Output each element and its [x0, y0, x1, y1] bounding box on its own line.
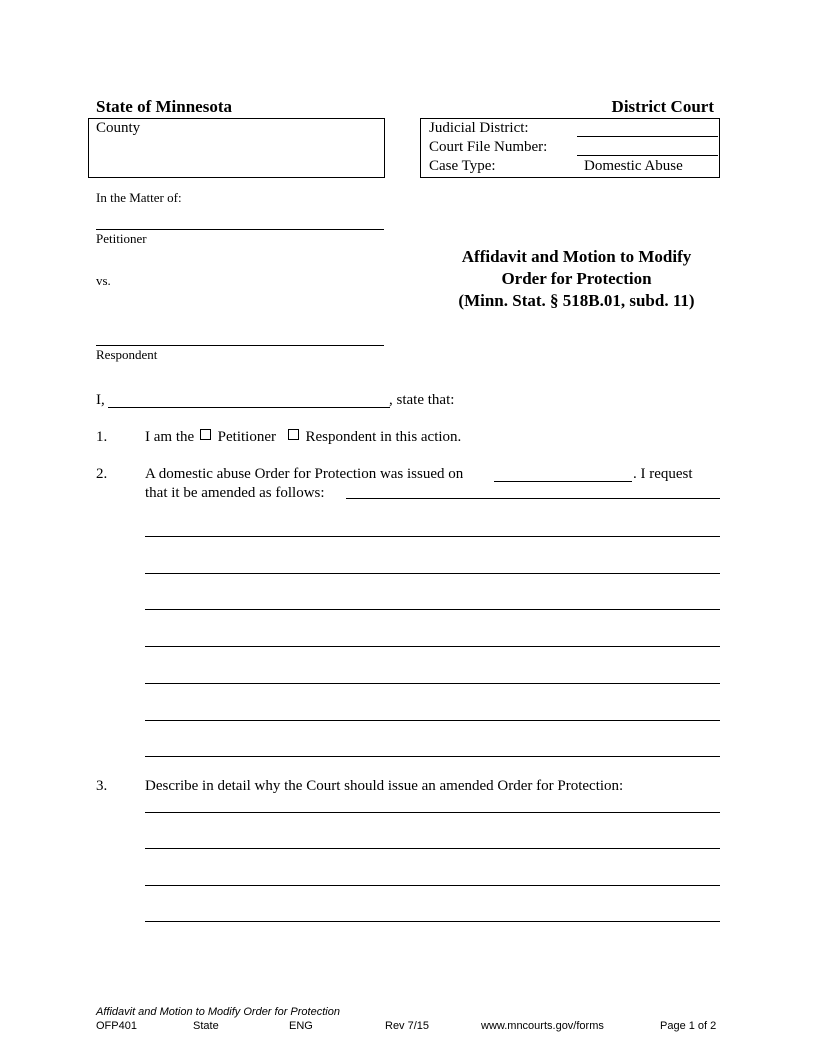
footer-form-id: OFP401 — [96, 1020, 137, 1032]
county-label: County — [96, 120, 141, 136]
amendment-line[interactable] — [145, 756, 720, 757]
amendment-line[interactable] — [145, 646, 720, 647]
footer-website[interactable]: www.mncourts.gov/forms — [481, 1020, 604, 1032]
respondent-label: Respondent — [96, 347, 158, 362]
case-type-label: Case Type: — [429, 158, 496, 174]
judicial-district-label: Judicial District: — [429, 120, 529, 136]
respondent-option-label: Respondent — [305, 429, 377, 445]
amendment-line[interactable] — [145, 683, 720, 684]
footer-title: Affidavit and Motion to Modify Order for Protection — [96, 1006, 340, 1018]
footer-state: State — [193, 1020, 219, 1032]
item2-number: 2. — [96, 466, 108, 482]
intro-prefix: I, — [96, 392, 105, 408]
intro-suffix: , state that: — [389, 392, 455, 408]
item1-prefix: I am the — [145, 429, 195, 445]
amendment-line[interactable] — [145, 573, 720, 574]
form-title — [420, 246, 733, 312]
item3-text: Describe in detail why the Court should issue an amended Order for Protection: — [145, 778, 624, 794]
petitioner-name-line[interactable] — [96, 229, 384, 230]
form-title-line2: Order for Protection — [501, 269, 652, 288]
reason-line[interactable] — [145, 848, 720, 849]
item1-text — [145, 429, 461, 446]
reason-line[interactable] — [145, 812, 720, 813]
respondent-checkbox[interactable] — [288, 429, 299, 440]
vs-label: vs. — [96, 273, 111, 288]
footer-language: ENG — [289, 1020, 313, 1032]
form-title-line1: Affidavit and Motion to Modify — [461, 247, 692, 266]
judicial-district-field[interactable] — [577, 136, 718, 137]
item1-number: 1. — [96, 429, 108, 445]
item2-text-b: . I request — [633, 466, 693, 482]
court-file-number-field[interactable] — [577, 155, 718, 156]
footer-page-number: Page 1 of 2 — [660, 1020, 717, 1032]
amendment-line[interactable] — [145, 536, 720, 537]
case-type-value: Domestic Abuse — [584, 158, 683, 174]
in-matter-of-label: In the Matter of: — [96, 190, 182, 205]
reason-line[interactable] — [145, 921, 720, 922]
affiant-name-line[interactable] — [108, 407, 390, 408]
footer-revision: Rev 7/15 — [385, 1020, 430, 1032]
order-issue-date-line[interactable] — [494, 481, 632, 482]
item2-text-a: A domestic abuse Order for Protection was issued on — [145, 466, 464, 482]
item2-text-c: that it be amended as follows: — [145, 485, 325, 501]
petitioner-checkbox[interactable] — [200, 429, 211, 440]
item1-suffix: in this action. — [380, 429, 462, 445]
respondent-name-line[interactable] — [96, 345, 384, 346]
state-heading: State of Minnesota — [96, 97, 232, 116]
amendment-line[interactable] — [145, 609, 720, 610]
amendment-line[interactable] — [346, 498, 720, 499]
case-info-box — [420, 118, 720, 178]
reason-line[interactable] — [145, 885, 720, 886]
court-file-number-label: Court File Number: — [429, 139, 548, 155]
item3-number: 3. — [96, 778, 108, 794]
court-heading: District Court — [611, 97, 714, 116]
petitioner-label: Petitioner — [96, 231, 147, 246]
petitioner-option-label: Petitioner — [217, 429, 276, 445]
amendment-line[interactable] — [145, 720, 720, 721]
form-title-line3: (Minn. Stat. § 518B.01, subd. 11) — [458, 291, 695, 310]
